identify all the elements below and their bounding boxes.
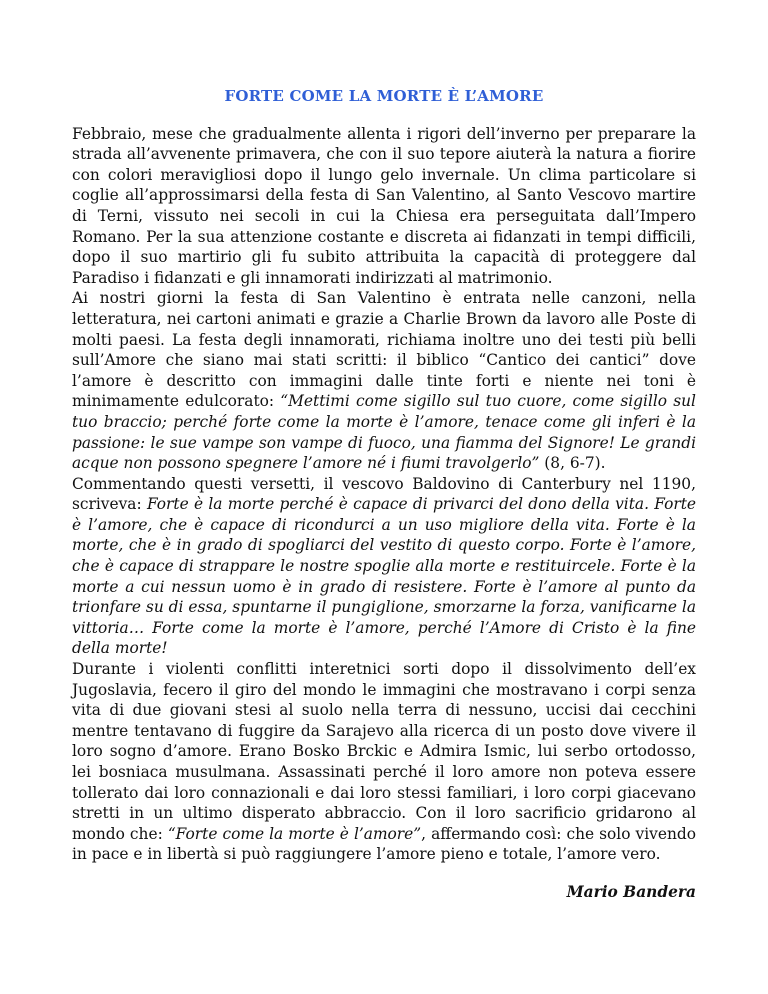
paragraph-2-quote: “Mettimi come sigillo sul tuo cuore, come sigillo sul tuo braccio; perché forte come la morte è l’amore, tenace come gli inferi è la passione: le sue vampe son vampe di fuoco, una fiamma del Signore! Le grandi acque non possono spegnere l’amore né i fiumi travolgerlo” <box>72 392 696 473</box>
page-title: FORTE COME LA MORTE È L’AMORE <box>224 87 544 105</box>
paragraph-3-quote: Forte è la morte perché è capace di privarci del dono della vita. Forte è l’amore, che è capace di ricondurci a un uso migliore della vita. Forte è la morte, che è in grado di spogliarci del vestito di questo corpo. Forte è l’amore, che è capace di strappare le nostre spoglie alla morte e restituircele. Forte è la morte a cui nessun uomo è in grado di resistere. Forte è l’amore al punto da trionfare su di essa, spuntarne il pungiglione, smorzarne la forza, vanificarne la vittoria… Forte come la morte è l’amore, perché l’Amore di Cristo è la fine della morte! <box>72 495 696 658</box>
author-signature: Mario Bandera <box>566 882 696 901</box>
paragraph-1-highlight: la capacità di proteggere dal Paradiso i fidanzati e gli innamorati indirizzati al matrimonio. <box>72 248 696 287</box>
paragraph-2 <box>72 288 696 473</box>
paragraph-3 <box>72 474 696 659</box>
paragraph-2-text: Ai nostri giorni la festa di San Valentino è entrata nelle canzoni, nella letteratura, nei cartoni animati e grazie a Charlie Brown da lavoro alle Poste di molti paesi. La festa degli innamorati, richiama inoltre uno dei testi più belli sull’Amore che siano mai stati scritti: il biblico “Cantico dei cantici” dove l’amore è descritto con immagini dalle tinte forti e niente nei toni è minimamente edulcorato: <box>72 289 696 411</box>
paragraph-4 <box>72 659 696 865</box>
paragraph-1-text: Febbraio, mese che gradualmente allenta i rigori dell’inverno per preparare la strada all’avvenente primavera, che con il suo tepore aiuterà la natura a fiorire con colori meravigliosi dopo il lungo gelo invernale. Un clima particolare si coglie all’approssimarsi della festa di San Valentino, al Santo Vescovo martire di Terni, vissuto nei secoli in cui la Chiesa era perseguitata dall’Impero Romano. Per la sua attenzione costante e discreta ai fidanzati in tempi difficili, dopo il suo martirio gli fu subito attribuita <box>72 124 696 267</box>
paragraph-2-ref: (8, 6-7). <box>539 454 606 473</box>
paragraph-3-text: Commentando questi versetti, il vescovo Baldovino di Canterbury nel 1190, scriveva: <box>72 474 696 514</box>
paragraph-4-tail: , affermando così: che solo vivendo in pace e in libertà si può raggiungere l’amore pieno e totale, l’amore vero. <box>72 824 696 864</box>
paragraph-4-text: Durante i violenti conflitti interetnici sorti dopo il dissolvimento dell’ex Jugoslavia, fecero il giro del mondo le immagini che mostravano i corpi senza vita di due giovani stesi al suolo nella terra di nessuno, uccisi dai cecchini mentre tentavano di fuggire da Sarajevo alla ricerca di un posto dove vivere il loro sogno d’amore. Erano Bosko Brckic e Admira Ismic, lui serbo ortodosso, lei bosniaca musulmana. Assassinati perché il loro amore non poteva essere tollerato dai loro connazionali e dai loro stessi familiari, i loro corpi giacevano stretti in un ultimo disperato abbraccio. Con il loro sacrificio gridarono al mondo che: <box>72 660 696 843</box>
paragraph-4-quote: “Forte come la morte è l’amore” <box>167 824 422 843</box>
document-page <box>72 86 696 903</box>
paragraph-1 <box>72 124 696 289</box>
